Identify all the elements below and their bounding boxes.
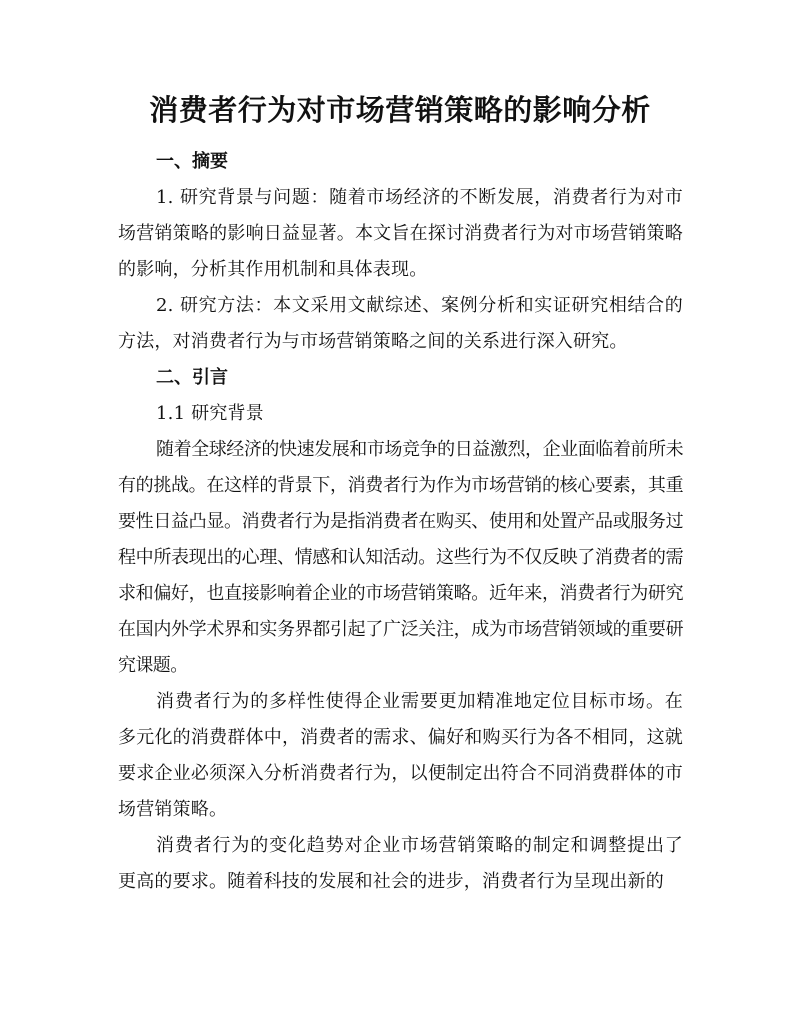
document-title: 消费者行为对市场营销策略的影响分析	[149, 93, 651, 127]
document-body	[118, 144, 683, 900]
abstract-paragraph-background: 1. 研究背景与问题：随着市场经济的不断发展，消费者行为对市场营销策略的影响日益显著。本文旨在探讨消费者行为对市场营销策略的影响，分析其作用机制和具体表现。	[118, 187, 683, 280]
section-heading-introduction: 二、引言	[156, 367, 228, 388]
intro-paragraph-3: 消费者行为的变化趋势对企业市场营销策略的制定和调整提出了更高的要求。随着科技的发展和社会的进步，消费者行为呈现出新的	[118, 835, 683, 892]
subsection-heading-background: 1.1 研究背景	[156, 403, 264, 424]
intro-paragraph-2: 消费者行为的多样性使得企业需要更加精准地定位目标市场。在多元化的消费群体中，消费者的需求、偏好和购买行为各不相同，这就要求企业必须深入分析消费者行为，以便制定出符合不同消费群体的市场营销策略。	[118, 691, 683, 820]
abstract-paragraph-method: 2. 研究方法：本文采用文献综述、案例分析和实证研究相结合的方法，对消费者行为与市场营销策略之间的关系进行深入研究。	[118, 295, 683, 352]
section-heading-abstract: 一、摘要	[156, 151, 228, 172]
intro-paragraph-1: 随着全球经济的快速发展和市场竞争的日益激烈，企业面临着前所未有的挑战。在这样的背景下，消费者行为作为市场营销的核心要素，其重要性日益凸显。消费者行为是指消费者在购买、使用和处置产品或服务过程中所表现出的心理、情感和认知活动。这些行为不仅反映了消费者的需求和偏好，也直接影响着企业的市场营销策略。近年来，消费者行为研究在国内外学术界和实务界都引起了广泛关注，成为市场营销领域的重要研究课题。	[118, 439, 683, 676]
